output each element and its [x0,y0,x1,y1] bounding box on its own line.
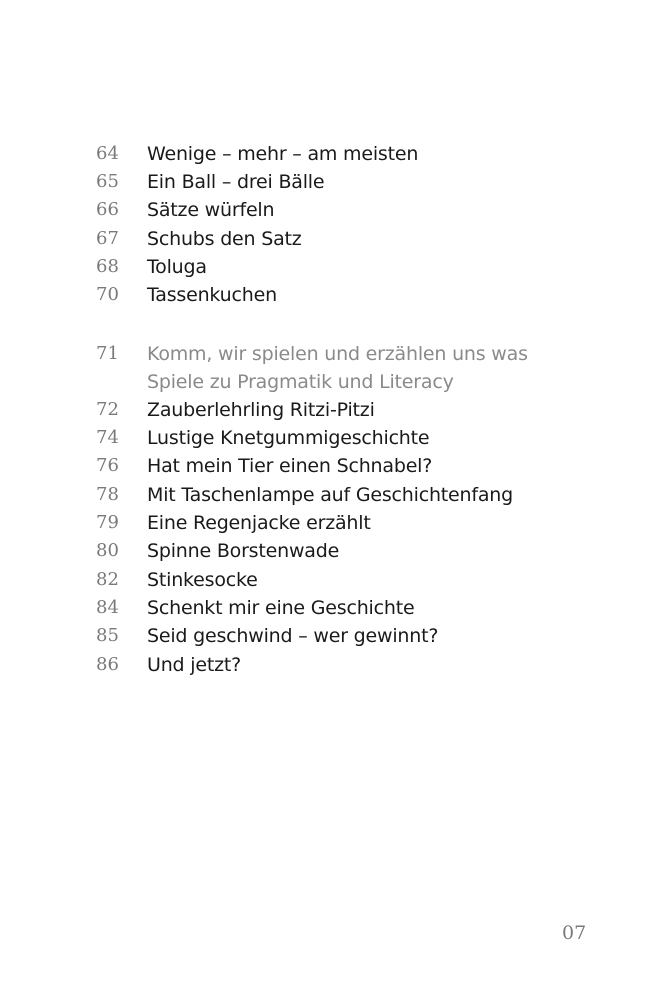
toc-entry-title: Stinkesocke [147,569,258,591]
toc-entry-title: Eine Regenjacke erzählt [147,512,371,534]
toc-page-number: 68 [96,256,119,277]
toc-entry-title: Und jetzt? [147,654,241,676]
toc-entry-title: Tassenkuchen [147,284,277,306]
toc-entry-title: Ein Ball – drei Bälle [147,171,325,193]
toc-page-number: 85 [96,625,119,646]
toc-entry-title: Toluga [147,256,207,278]
toc-page-number: 70 [96,284,119,305]
toc-section-title: Komm, wir spielen und erzählen uns was [147,343,528,365]
toc-entry-title: Schubs den Satz [147,228,302,250]
toc-page-number: 71 [96,343,119,364]
toc-page-number: 79 [96,512,119,533]
toc-page-number: 67 [96,228,119,249]
toc-entry-title: Schenkt mir eine Geschichte [147,597,415,619]
toc-entry-title: Sätze würfeln [147,199,275,221]
toc-entry-title: Wenige – mehr – am meisten [147,143,419,165]
toc-entry-title: Lustige Knetgummigeschichte [147,427,430,449]
toc-page-number: 72 [96,399,119,420]
toc-entry-title: Spinne Borstenwade [147,540,340,562]
toc-page-number: 78 [96,484,119,505]
toc-page-number: 74 [96,427,119,448]
toc-entry-title: Hat mein Tier einen Schnabel? [147,455,433,477]
toc-page-number: 82 [96,569,119,590]
toc-section-subtitle: Spiele zu Pragmatik und Literacy [147,371,454,393]
toc-page-number: 80 [96,540,119,561]
toc-page-number: 64 [96,143,119,164]
toc-page-number: 76 [96,455,119,476]
toc-entry-title: Seid geschwind – wer gewinnt? [147,625,439,647]
toc-page-number: 86 [96,654,119,675]
page-number: 07 [562,922,587,944]
toc-entry-title: Mit Taschenlampe auf Geschichtenfang [147,484,513,506]
toc-page-number: 66 [96,199,119,220]
toc-page-number: 84 [96,597,119,618]
toc-page-number: 65 [96,171,119,192]
toc-entry-title: Zauberlehrling Ritzi-Pitzi [147,399,375,421]
